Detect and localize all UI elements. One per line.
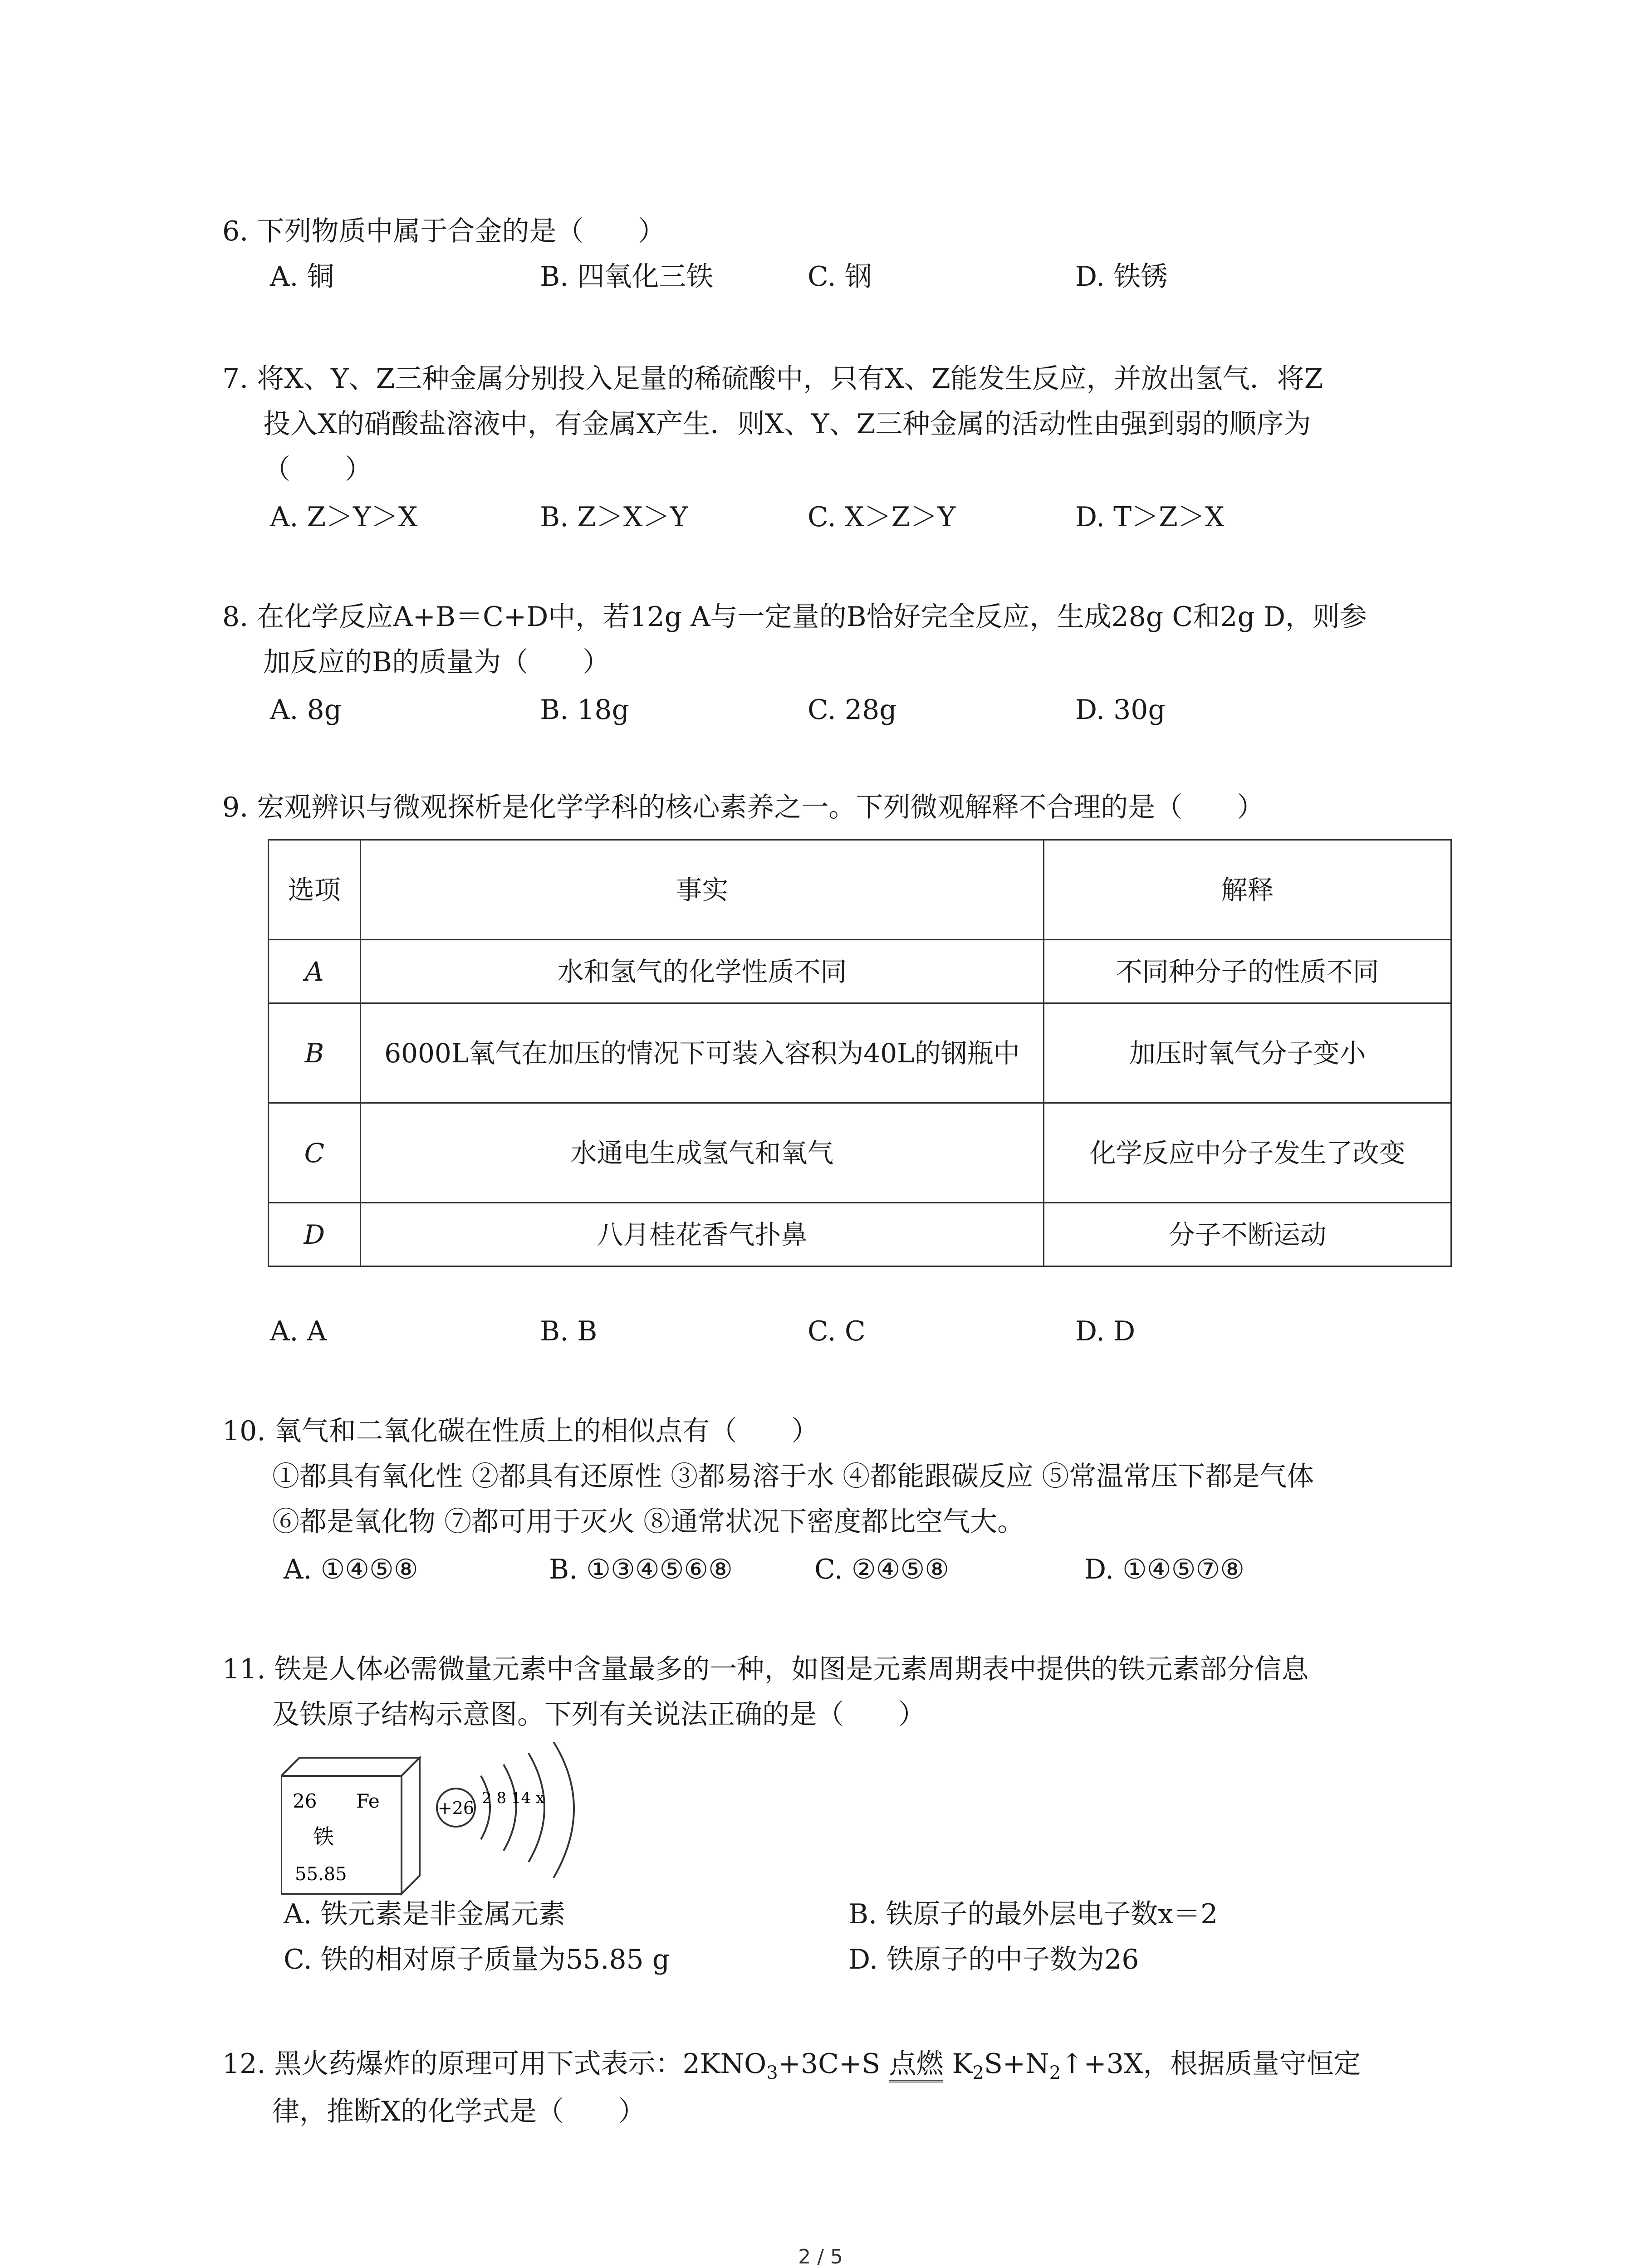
q12-stem-line2: 律，推断X的化学式是（ ）: [272, 2096, 646, 2127]
q10-stem: 10. 氧气和二氧化碳在性质上的相似点有（ ）: [222, 1415, 819, 1447]
q7-option-b: B. Z＞X＞Y: [540, 501, 688, 533]
q12-sub-3: 3: [766, 2063, 778, 2083]
row-fact: 八月桂花香气扑鼻: [360, 1203, 1044, 1266]
table-header-row: [269, 840, 1451, 940]
row-fact: 6000L氧气在加压的情况下可装入容积为40L的钢瓶中: [360, 1003, 1044, 1103]
row-explain: 加压时氧气分子变小: [1044, 1003, 1451, 1103]
q7-stem-line2: 投入X的硝酸盐溶液中，有金属X产生．则X、Y、Z三种金属的活动性由强到弱的顺序为: [263, 408, 1311, 440]
q6-option-c: C. 钢: [808, 261, 872, 293]
q6-option-b: B. 四氧化三铁: [540, 261, 714, 293]
row-fact: 水通电生成氢气和氧气: [360, 1103, 1044, 1203]
q11-option-d: D. 铁原子的中子数为26: [848, 1944, 1139, 1975]
q12-prefix: 12. 黑火药爆炸的原理可用下式表示：2KNO: [222, 2048, 767, 2080]
q10-option-a: A. ①④⑤⑧: [284, 1554, 418, 1585]
shell-electrons: 2 8 14 x: [482, 1789, 545, 1807]
element-name: 铁: [313, 1824, 334, 1849]
q6-option-d: D. 铁锈: [1075, 261, 1168, 293]
q10-line2: ①都具有氧化性 ②都具有还原性 ③都易溶于水 ④都能跟碳反应 ⑤常温常压下都是气体: [272, 1461, 1314, 1492]
shell-arc: [481, 1776, 490, 1839]
header-fact: 事实: [360, 840, 1044, 940]
q7-option-c: C. X＞Z＞Y: [808, 501, 955, 533]
q10-option-b: B. ①③④⑤⑥⑧: [549, 1554, 733, 1585]
q10-line3: ⑥都是氧化物 ⑦都可用于灭火 ⑧通常状况下密度都比空气大。: [272, 1506, 1025, 1538]
row-explain: 化学反应中分子发生了改变: [1044, 1103, 1451, 1203]
q9-table: [268, 839, 1452, 1267]
q7-stem-line1: 7. 将X、Y、Z三种金属分别投入足量的稀硫酸中，只有X、Z能发生反应，并放出氢气．将Z: [222, 363, 1323, 395]
atomic-number: 26: [293, 1790, 317, 1812]
q12-s-n: S+N: [984, 2048, 1049, 2080]
q8-option-d: D. 30g: [1075, 694, 1166, 726]
q9-stem: 9. 宏观辨识与微观探析是化学学科的核心素养之一。下列微观解释不合理的是（ ）: [222, 792, 1264, 823]
table-row: [269, 940, 1451, 1003]
q11-stem-line1: 11. 铁是人体必需微量元素中含量最多的一种，如图是元素周期表中提供的铁元素部分信息: [222, 1653, 1309, 1685]
q7-option-a: A. Z＞Y＞X: [270, 501, 418, 533]
q8-option-b: B. 18g: [540, 694, 629, 726]
shell-arc: [504, 1765, 516, 1851]
q9-option-a: A. A: [270, 1315, 327, 1347]
row-option: D: [269, 1203, 361, 1266]
atom-structure-diagram: [437, 1742, 574, 1878]
q12-stem-line1: [222, 2046, 1361, 2091]
q11-stem-line2: 及铁原子结构示意图。下列有关说法正确的是（ ）: [272, 1699, 926, 1730]
row-fact: 水和氢气的化学性质不同: [360, 940, 1044, 1003]
q12-sub-k2: 2: [972, 2063, 984, 2083]
element-symbol: Fe: [356, 1790, 380, 1812]
q11-option-c: C. 铁的相对原子质量为55.85 g: [284, 1944, 670, 1975]
element-card: [281, 1758, 420, 1894]
row-option: C: [269, 1103, 361, 1203]
nucleus-charge: +26: [437, 1798, 475, 1818]
page-number: 2 / 5: [798, 2245, 843, 2268]
q6-option-a: A. 铜: [270, 261, 334, 293]
reaction-condition: 点燃: [889, 2048, 943, 2082]
table-row: [269, 1003, 1451, 1103]
q10-option-c: C. ②④⑤⑧: [814, 1554, 950, 1585]
row-explain: 分子不断运动: [1044, 1203, 1451, 1266]
q11-option-b: B. 铁原子的最外层电子数x＝2: [848, 1898, 1218, 1930]
shell-arc: [529, 1753, 544, 1862]
q12-mid: +3C+S: [778, 2048, 881, 2080]
q12-tail: ↑+3X，根据质量守恒定: [1061, 2048, 1361, 2080]
q6-stem: 6. 下列物质中属于合金的是（ ）: [222, 215, 666, 247]
atomic-mass: 55.85: [295, 1864, 347, 1885]
q8-stem-line2: 加反应的B的质量为（ ）: [263, 646, 610, 678]
row-option: B: [269, 1003, 361, 1103]
header-explain: 解释: [1044, 840, 1451, 940]
row-explain: 不同种分子的性质不同: [1044, 940, 1451, 1003]
q8-stem-line1: 8. 在化学反应A+B＝C+D中，若12g A与一定量的B恰好完全反应，生成28g C和2g D，则参: [222, 601, 1367, 633]
q8-option-c: C. 28g: [808, 694, 897, 726]
table-row: [269, 1203, 1451, 1266]
q7-stem-line3: （ ）: [263, 454, 372, 485]
row-option: A: [269, 940, 361, 1003]
q10-option-d: D. ①④⑤⑦⑧: [1084, 1554, 1245, 1585]
q9-option-b: B. B: [540, 1315, 598, 1347]
q12-k: K: [952, 2048, 973, 2080]
header-option: 选项: [269, 840, 361, 940]
iron-figure: [281, 1742, 599, 1905]
q8-option-a: A. 8g: [270, 694, 342, 726]
table-row: [269, 1103, 1451, 1203]
q12-sub-n2: 2: [1049, 2063, 1061, 2083]
q11-option-a: A. 铁元素是非金属元素: [284, 1898, 566, 1930]
shell-arc: [554, 1742, 574, 1878]
q9-option-d: D. D: [1075, 1315, 1136, 1347]
q9-option-c: C. C: [808, 1315, 866, 1347]
q7-option-d: D. T＞Z＞X: [1075, 501, 1225, 533]
